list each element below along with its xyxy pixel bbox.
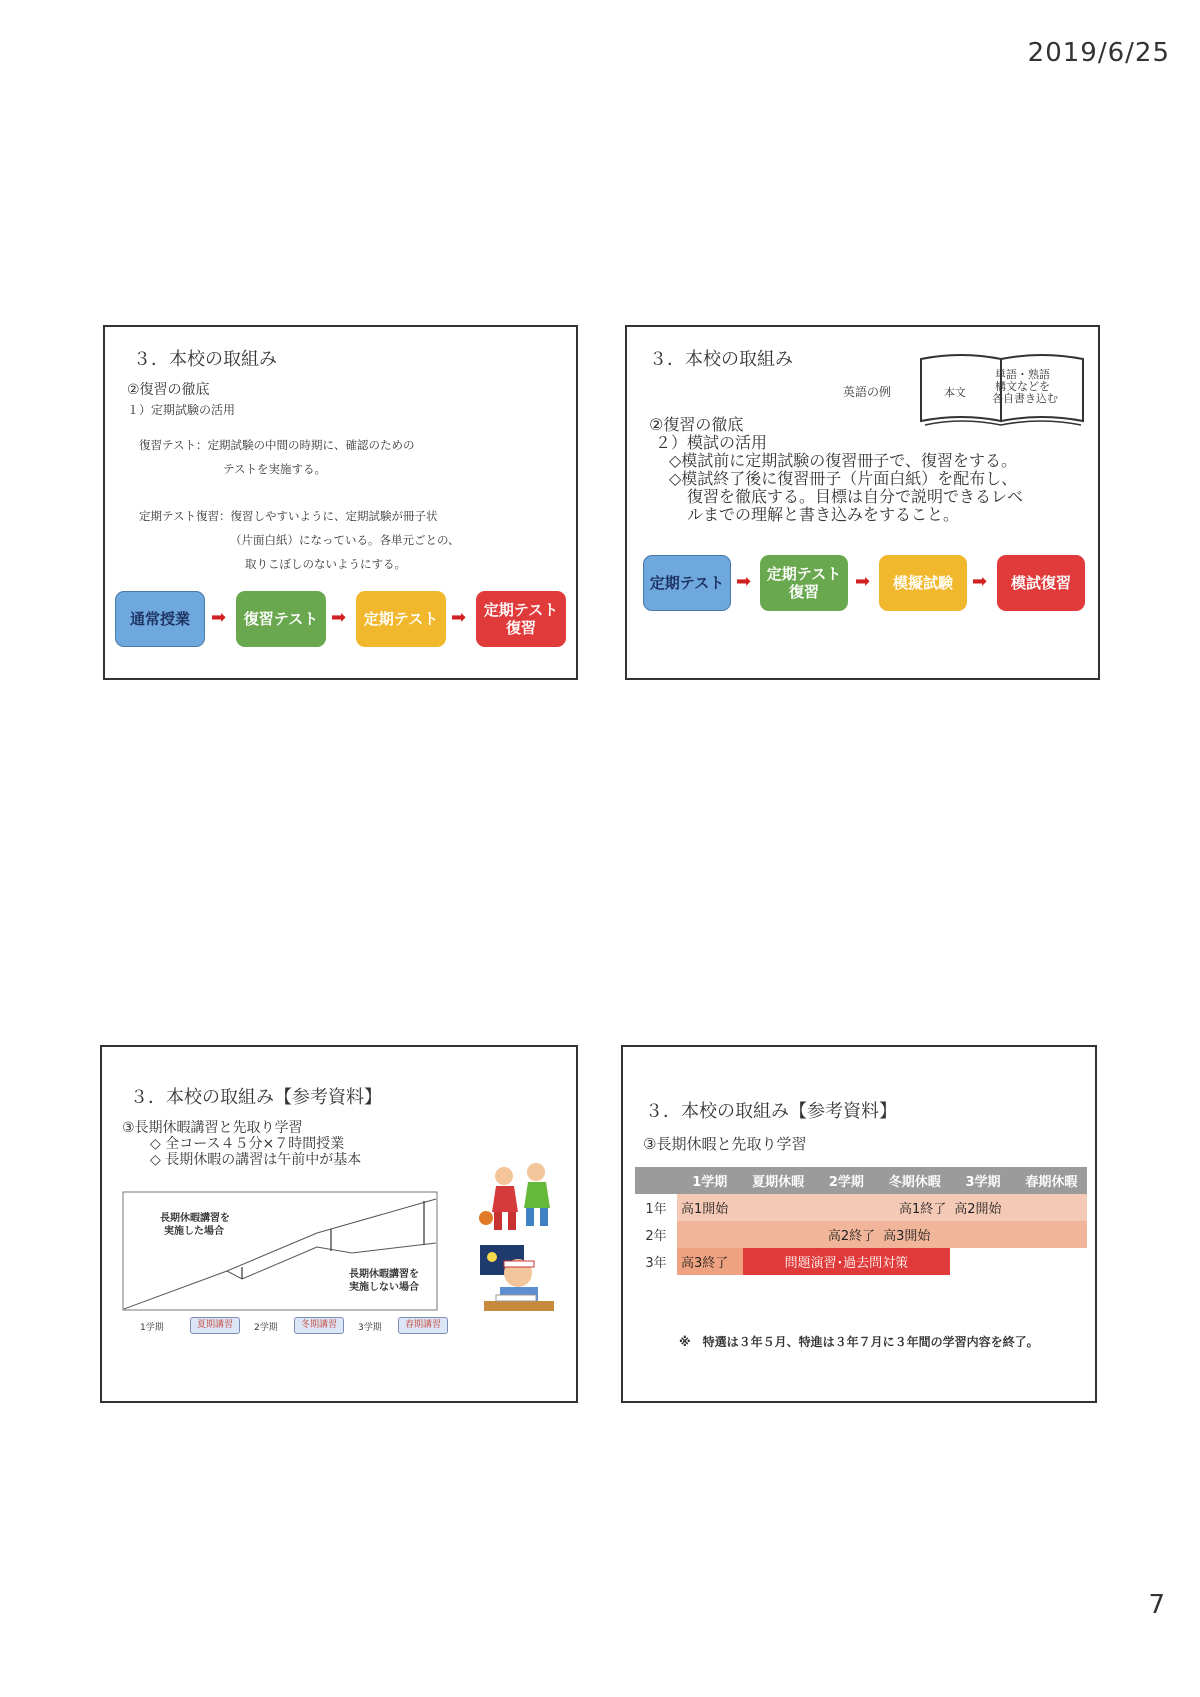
table-cell: [950, 1221, 1016, 1248]
table-cell: 問題演習･過去問対策: [743, 1248, 951, 1275]
slide-1: [103, 325, 578, 680]
table-cell: [1016, 1221, 1087, 1248]
flow-step: 通常授業: [115, 591, 205, 647]
slide-title: ３．本校の取組み【参考資料】: [130, 1087, 382, 1108]
item-heading: ２）模試の活用: [655, 433, 768, 452]
table-row: [635, 1248, 1087, 1275]
text-line: ◇模試前に定期試験の復習冊子で、復習をする。: [669, 451, 1017, 470]
text-line: ◇ 全コース４５分×７時間授業: [150, 1136, 345, 1152]
slide-title: ３．本校の取組み: [133, 349, 277, 370]
arrow-right-icon: ➡: [736, 571, 752, 592]
table-cell: [677, 1221, 743, 1248]
table-cell: [743, 1221, 814, 1248]
table-cell: [1016, 1194, 1087, 1221]
slide-title: ３．本校の取組み【参考資料】: [645, 1101, 897, 1122]
text-line: ◇ 長期休暇の講習は午前中が基本: [150, 1152, 362, 1168]
arrow-right-icon: ➡: [211, 607, 227, 628]
book-left-text: 本文: [944, 386, 966, 399]
subtitle: ②復習の徹底: [127, 382, 210, 398]
chart-label: 長期休暇講習を: [160, 1213, 230, 1224]
arrow-right-icon: ➡: [451, 607, 467, 628]
flow-step: 復習テスト: [236, 591, 326, 647]
row-label: 1年: [635, 1194, 677, 1221]
table-cell: 高1終了: [879, 1194, 950, 1221]
table-cell: 高3開始: [879, 1221, 950, 1248]
arrow-right-icon: ➡: [972, 571, 988, 592]
text-line: ◇模試終了後に復習冊子（片面白紙）を配布し、: [669, 469, 1018, 488]
text-line: 取りこぼしのないようにする。: [245, 557, 406, 571]
slide-2: [625, 325, 1100, 680]
slide-title: ３．本校の取組み: [649, 349, 793, 370]
column-header: 2学期: [814, 1167, 880, 1194]
table-cell: [814, 1194, 880, 1221]
basketball-players-illustration: [474, 1162, 566, 1236]
chart-label: 実施しない場合: [349, 1282, 419, 1293]
text-line: ルまでの理解と書き込みをすること。: [687, 505, 960, 524]
print-date: 2019/6/25: [1027, 38, 1170, 68]
flow-step: 定期テスト: [356, 591, 446, 647]
flow-step: 定期テスト 復習: [476, 591, 566, 647]
axis-label: 2学期: [254, 1323, 278, 1333]
text-line: （片面白紙）になっている。各単元ごとの、: [230, 533, 460, 547]
table-cell: [1016, 1248, 1087, 1275]
axis-label: 1学期: [140, 1323, 164, 1333]
flow-step: 定期テスト: [643, 555, 731, 611]
table-cell: [743, 1194, 814, 1221]
flow-step: 定期テスト 復習: [760, 555, 848, 611]
studying-student-illustration: [478, 1243, 558, 1327]
flow-step: 模擬試験: [879, 555, 967, 611]
book-right-text: 単語・熟語: [995, 368, 1050, 381]
column-header: 1学期: [677, 1167, 743, 1194]
table-cell: 高3終了: [677, 1248, 743, 1275]
chart-label: 実施した場合: [164, 1226, 224, 1237]
arrow-right-icon: ➡: [855, 571, 871, 592]
column-header: 春期休暇: [1016, 1167, 1087, 1194]
book-right-text: 構文などを: [995, 380, 1050, 393]
text-line: 定期テスト復習：復習しやすいように、定期試験が冊子状: [139, 509, 438, 523]
axis-label: 3学期: [358, 1323, 382, 1333]
row-label: 3年: [635, 1248, 677, 1275]
table-cell: [950, 1248, 1016, 1275]
footnote: ※ 特選は３年５月、特進は３年７月に３年間の学習内容を終了。: [679, 1335, 1039, 1349]
arrow-right-icon: ➡: [331, 607, 347, 628]
schedule-table: [635, 1167, 1087, 1275]
table-header-row: [635, 1167, 1087, 1194]
table-cell: 高2開始: [950, 1194, 1016, 1221]
page-number: 7: [1148, 1590, 1165, 1620]
subtitle: ②復習の徹底: [649, 415, 744, 434]
table-row: [635, 1194, 1087, 1221]
course-badge: 冬期講習: [294, 1317, 344, 1334]
table-cell: 高2終了: [814, 1221, 880, 1248]
flow-step: 模試復習: [997, 555, 1085, 611]
item-heading: １）定期試験の活用: [127, 403, 236, 417]
subtitle: ③長期休暇講習と先取り学習: [122, 1120, 303, 1136]
course-badge: 夏期講習: [190, 1317, 240, 1334]
row-label: 2年: [635, 1221, 677, 1248]
example-label: 英語の例: [843, 385, 892, 399]
course-badge: 春期講習: [398, 1317, 448, 1334]
table-cell: 高1開始: [677, 1194, 743, 1221]
column-header: 夏期休暇: [743, 1167, 814, 1194]
slide-3: [100, 1045, 578, 1403]
column-header: 3学期: [950, 1167, 1016, 1194]
text-line: 復習テスト：定期試験の中間の時期に、確認のための: [139, 438, 415, 452]
slide-4: [621, 1045, 1097, 1403]
column-header: 冬期休暇: [879, 1167, 950, 1194]
table-row: [635, 1221, 1087, 1248]
text-line: 復習を徹底する。目標は自分で説明できるレベ: [687, 487, 1024, 506]
text-line: テストを実施する。: [223, 462, 327, 476]
chart-label: 長期休暇講習を: [349, 1269, 419, 1280]
book-right-text: 各自書き込む: [992, 392, 1058, 405]
subtitle: ③長期休暇と先取り学習: [643, 1135, 807, 1153]
